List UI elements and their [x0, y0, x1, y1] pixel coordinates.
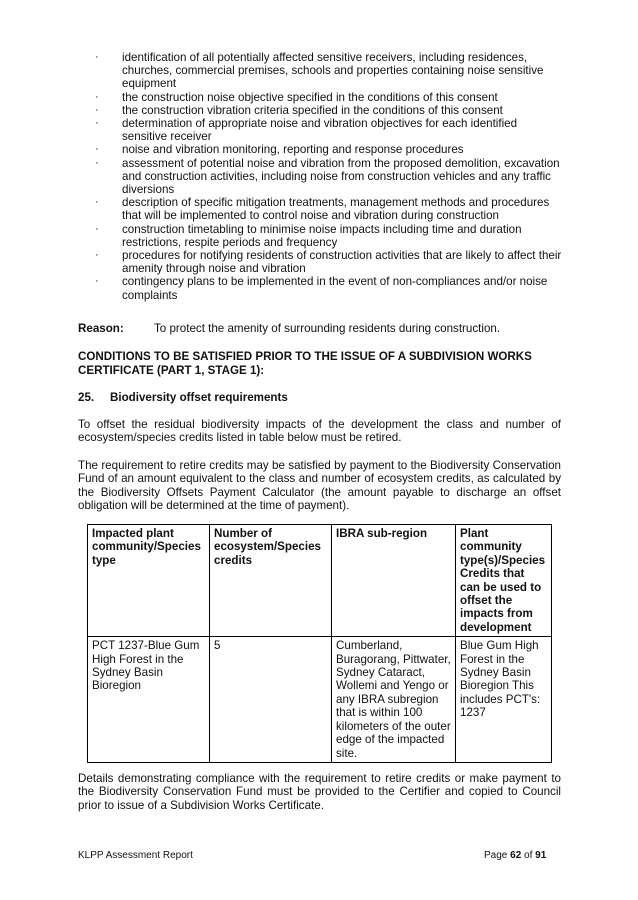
list-item-text: the construction noise objective specified in the conditions of this consent — [122, 90, 498, 104]
column-header: Impacted plant community/Species type — [88, 525, 210, 637]
column-header: Number of ecosystem/Species credits — [210, 525, 332, 637]
list-item — [95, 104, 565, 117]
list-item-text: determination of appropriate noise and vibration objectives for each identified sensitive receiver — [122, 117, 518, 144]
bullet-marker: · — [95, 156, 99, 169]
list-item-text: construction timetabling to minimise noise impacts including time and duration restrictions, respite periods and frequency — [122, 222, 522, 249]
list-item — [95, 249, 565, 275]
reason-label: Reason: — [78, 322, 124, 335]
list-item — [95, 143, 565, 156]
footer-report-title: KLPP Assessment Report — [78, 850, 193, 861]
section-heading — [78, 391, 288, 405]
table-row — [88, 637, 552, 763]
paragraph-offset: To offset the residual biodiversity impacts of the development the class and number of ecosystem/species credits listed in table below must be retired. — [78, 418, 561, 445]
table-cell: Blue Gum High Forest in the Sydney Basin Bioregion This includes PCT's: 1237 — [456, 637, 552, 763]
total-pages: 91 — [535, 850, 547, 861]
bullet-marker: · — [95, 249, 99, 262]
bullet-marker: · — [95, 90, 99, 103]
list-item — [95, 91, 565, 104]
list-item-text: identification of all potentially affected sensitive receivers, including residences, churches, commercial premises, schools and properties containing noise sensitive equipment — [122, 51, 544, 91]
table-cell: 5 — [210, 637, 332, 763]
list-item — [95, 117, 565, 143]
column-header: IBRA sub-region — [332, 525, 456, 637]
list-item-text: noise and vibration monitoring, reporting and response procedures — [122, 143, 464, 157]
reason-text: To protect the amenity of surrounding residents during construction. — [154, 322, 501, 335]
list-item — [95, 51, 565, 91]
list-item-text: the construction vibration criteria specified in the conditions of this consent — [122, 103, 503, 117]
list-item — [95, 223, 565, 249]
page-of: of — [524, 850, 533, 861]
column-header: Plant community type(s)/Species Credits that can be used to offset the impacts from development — [456, 525, 552, 637]
table-header-row — [88, 525, 552, 637]
current-page: 62 — [510, 850, 522, 861]
bullet-marker: · — [95, 103, 99, 116]
bullet-marker: · — [95, 51, 99, 63]
paragraph-compliance: Details demonstrating compliance with the requirement to retire credits or make payment to the Biodiversity Conservation Fund must be provided to the Certifier and copied to Council prior to issue of a Subdivision Works Certificate. — [78, 772, 561, 812]
list-item-text: description of specific mitigation treatments, management methods and procedures that will be implemented to control noise and vibration during construction — [122, 196, 550, 223]
bullet-marker: · — [95, 117, 99, 130]
bullet-marker: · — [95, 196, 99, 209]
footer-page-number — [484, 850, 546, 862]
bullet-marker: · — [95, 275, 99, 288]
list-item — [95, 196, 565, 222]
list-item-text: assessment of potential noise and vibration from the proposed demolition, excavation and construction activities, including noise from construction vehicles and any traffic diversions — [122, 156, 560, 197]
table-cell: Cumberland, Buragorang, Pittwater, Sydney Cataract, Wollemi and Yengo or any IBRA subregion that is within 100 kilometers of the outer edge of the impacted site. — [332, 637, 456, 763]
list-item-text: contingency plans to be implemented in the event of non-compliances and/or noise complaints — [122, 275, 548, 302]
paragraph-payment: The requirement to retire credits may be satisfied by payment to the Biodiversity Conservation Fund of an amount equivalent to the class and number of ecosystem credits, as calculated by the Biodiversity Offsets Payment Calculator (the amount payable to discharge an offset obligation will be determined at the time of payment). — [78, 459, 561, 513]
conditions-heading: CONDITIONS TO BE SATISFIED PRIOR TO THE ISSUE OF A SUBDIVISION WORKS CERTIFICATE (PART 1, STAGE 1): — [78, 350, 532, 377]
list-item-text: procedures for notifying residents of construction activities that are likely to affect their amenity through noise and vibration — [122, 249, 562, 276]
credits-table — [87, 524, 552, 763]
bullet-marker: · — [95, 143, 99, 156]
list-item — [95, 275, 565, 301]
table-cell: PCT 1237-Blue Gum High Forest in the Sydney Basin Bioregion — [88, 637, 210, 763]
list-item — [95, 157, 565, 197]
bullet-marker: · — [95, 222, 99, 235]
bullet-list — [95, 51, 565, 302]
reason-line — [78, 322, 500, 336]
section-number: 25. — [78, 391, 95, 404]
section-title: Biodiversity offset requirements — [110, 391, 288, 404]
page-label: Page — [484, 850, 508, 861]
